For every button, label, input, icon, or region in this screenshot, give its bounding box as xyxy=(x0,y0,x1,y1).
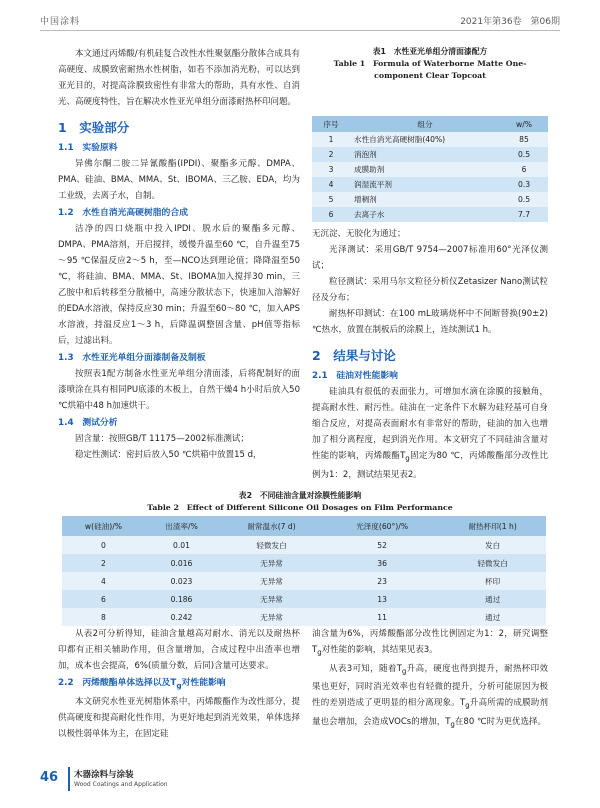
header-divider xyxy=(40,30,560,31)
solid-content-line: 固含量：按照GB/T 11175—2002标准测试； xyxy=(75,434,249,444)
table-cell: 0.023 xyxy=(145,572,218,590)
table-cell: 增稠剂 xyxy=(350,192,500,207)
table-cell: 3 xyxy=(312,162,350,177)
materials-paragraph: 异佛尔酮二胺二异氰酸酯(IPDI)、聚酯多元醇、DMPA、PMA、硅油、BMA、MMA、St、IBOMA、三乙胺、EDA，均为工业级，去离子水，自制。 xyxy=(58,159,300,201)
table-2-title-en: Table 2 Effect of Different Silicone Oil Dosages on Film Performance xyxy=(147,503,453,512)
table-cell: 0.186 xyxy=(145,590,218,608)
table-cell: 5 xyxy=(312,192,350,207)
table-cell: 0.242 xyxy=(145,608,218,626)
page-number: 46 xyxy=(40,770,59,785)
intro-paragraph: 本文通过丙烯酸/有机硅复合改性水性聚氨酯分散体合成具有高硬度、成膜致密耐热水性树脂，如若不添加消光粉，可以达到亚光目的，对提高涂膜致密性有非常大的帮助，具有水性、自消光、高硬度特性，旨在解决水性亚光单组分面漆耐热杯印问题。 xyxy=(58,49,300,107)
section-2-2-heading: 2.2 丙烯酸酯单体选择以及$T_g$对性能影响 xyxy=(58,678,226,690)
table-row xyxy=(312,162,548,177)
table-cell: 无异常 xyxy=(218,590,325,608)
section-1-2-heading: 1.2 水性自消光高硬树脂的合成 xyxy=(58,208,188,218)
heat-cup-test-line: 耐热杯印测试：在100 mL玻璃烧杯中不间断替换(90±2) ℃热水，放置在制板后的涂膜上，连续测试1 h。 xyxy=(312,309,548,335)
table-cell: 2 xyxy=(312,147,350,162)
synthesis-paragraph: 洁净的四口烧瓶中投入IPDI、脱水后的聚酯多元醇、DMPA、PMA溶剂，开启搅拌，缓慢升温至60 ℃，自升温至75～95 ℃保温反应2～5 h，至—NCO达到理论值；降降温至50 ℃，将硅油、BMA、MMA、St、IBOMA加入搅拌30 min，三乙胺中和后转移至分散桶中，高速分散状态下，快速加入溶解好的EDA水溶液，保持反应30 min；升温至60～80 ℃，加入APS水溶液，持温反应1～3 h，后降温调整固含量、pH值等指标后，过滤出料。 xyxy=(58,224,300,346)
section-1-heading: 1 实验部分 xyxy=(58,120,130,135)
table-1-header: 序号 xyxy=(312,116,350,132)
table-2-caption xyxy=(40,490,560,514)
table-cell: 0.5 xyxy=(500,192,548,207)
table-cell: 0 xyxy=(62,536,145,554)
footer-divider xyxy=(68,767,70,791)
right-column xyxy=(312,226,548,483)
table-cell: 通过 xyxy=(439,608,546,626)
table-2-analysis: 从表2可分析得知，硅油含量越高对耐水、消光以及耐热杯印都有正相关辅助作用，但含量增加，合成过程中出渣率也增加，成本也会提高，6%(质量分数，后同)含量可达要求。 xyxy=(58,629,300,671)
particle-size-line: 粒径测试：采用马尔文粒径分析仪Zetasizer Nano测试粒径及分布； xyxy=(312,277,548,303)
left-column xyxy=(58,46,300,463)
bottom-left-column xyxy=(58,626,300,742)
table-cell: 轻微发白 xyxy=(439,554,546,572)
table-cell: 0.5 xyxy=(500,147,548,162)
table-row xyxy=(62,608,546,626)
table-2-header: 出渣率/% xyxy=(145,516,218,536)
table-1-title-zh: 表1 水性亚光单组分清面漆配方 xyxy=(372,47,488,56)
tg-continuation: 油含量为6%，丙烯酸酯部分改性比例固定为1：2，研究调整$T_g$对性能的影响，其结果见表3。 xyxy=(312,629,548,657)
issue-info: 2021年第36卷 第06期 xyxy=(460,17,560,27)
table-2-header: 光泽度(60°)/% xyxy=(325,516,439,536)
table-cell: 6 xyxy=(312,207,350,222)
table-cell: 13 xyxy=(325,590,439,608)
table-cell: 水性自消光高硬树脂(40%) xyxy=(350,132,500,147)
table-cell: 8 xyxy=(62,608,145,626)
bottom-right-column xyxy=(312,626,548,733)
section-1-4-heading: 1.4 测试分析 xyxy=(58,418,118,428)
table-cell: 轻微发白 xyxy=(218,536,325,554)
table-1-title-en: Table 1 Formula of Waterborne Matte One-component Clear Topcoat xyxy=(333,59,527,80)
table-cell: 6 xyxy=(500,162,548,177)
stability-line: 稳定性测试：密封后放入50 ℃烘箱中放置15 d， xyxy=(75,450,262,460)
table-cell: 无异常 xyxy=(218,554,325,572)
table-row xyxy=(312,192,548,207)
table-1-caption xyxy=(312,46,548,82)
table-cell: 2 xyxy=(62,554,145,572)
table-cell: 0.01 xyxy=(145,536,218,554)
table-cell: 发白 xyxy=(439,536,546,554)
table-cell: 52 xyxy=(325,536,439,554)
table-cell: 4 xyxy=(312,177,350,192)
acrylate-paragraph: 本文研究水性亚光树脂体系中，丙烯酸酯作为改性部分，提供高硬度和提高耐化性作用，为更好地起到消光效果，单体选择以极性弱单体为主，在固定硅 xyxy=(58,696,300,739)
table-row xyxy=(62,554,546,572)
table-2-header: 耐热杯印(1 h) xyxy=(439,516,546,536)
table-row xyxy=(62,590,546,608)
table-cell: 6 xyxy=(62,590,145,608)
footer-journal-zh: 木器涂料与涂装 xyxy=(74,770,134,780)
table-cell: 0.3 xyxy=(500,177,548,192)
table-row xyxy=(312,132,548,147)
stability-criteria: 无沉淀、无胶化为通过； xyxy=(312,229,406,239)
table-cell: 成膜助剂 xyxy=(350,162,500,177)
section-2-1-heading: 2.1 硅油对性能影响 xyxy=(312,371,398,381)
footer-journal-en: Wood Coatings and Application xyxy=(74,781,168,788)
table-2-title-zh: 表2 不同硅油含量对涂膜性能影响 xyxy=(238,491,362,500)
table-cell: 23 xyxy=(325,572,439,590)
table-cell: 7.7 xyxy=(500,207,548,222)
table-3-analysis: 从表3可知，随着$T_g$升高，硬度也得到提升，耐热杯印效果也更好，同时消光效率也有轻微的提升，分析可能原因为极性的差别造成了更明显的相分离现象。$T_g$升高所需的成膜助剂量也会增加，会造成VOCs的增加，$T_g$在80 ℃时为更优选择。 xyxy=(312,663,548,729)
table-2-header: w(硅油)/% xyxy=(62,516,145,536)
table-cell: 36 xyxy=(325,554,439,572)
table-cell: 杯印 xyxy=(439,572,546,590)
table-cell: 无异常 xyxy=(218,572,325,590)
table-cell: 无异常 xyxy=(218,608,325,626)
table-1-header: w/% xyxy=(500,116,548,132)
table-cell: 11 xyxy=(325,608,439,626)
table-cell: 润湿流平剂 xyxy=(350,177,500,192)
preparation-paragraph: 按照表1配方制备水性亚光单组分清面漆，后将配制好的面漆喷涂在具有相同PU底漆的木板上，自然干燥4 h小时后放入50 ℃烘箱中48 h加速烘干。 xyxy=(58,369,300,411)
section-2-heading: 2 结果与讨论 xyxy=(312,348,396,363)
gloss-test-line: 光泽测试：采用GB/T 9754—2007标准用60°光泽仪测试； xyxy=(312,245,548,271)
section-1-3-heading: 1.3 水性亚光单组分面漆制备及制板 xyxy=(58,353,206,363)
table-cell: 消泡剂 xyxy=(350,147,500,162)
table-cell: 通过 xyxy=(439,590,546,608)
section-1-1-heading: 1.1 实验原料 xyxy=(58,143,118,153)
table-cell: 1 xyxy=(312,132,350,147)
table-2-header: 耐常温水(7 d) xyxy=(218,516,325,536)
table-row xyxy=(312,207,548,222)
silicone-paragraph: 硅油具有很低的表面张力，可增加水滴在涂膜的接触角，提高耐水性、耐污性。硅油在一定条件下水解为硅羟基可自身缩合反应，对提高表面耐水有非常好的帮助，硅油的加入也增加了相分离程度，起到消光作用。本文研究了不同硅油含量对性能的影响，丙烯酸酯$T_g$固定为80 ℃，丙烯酸酯部分改性比例为1：2，测试结果见表2。 xyxy=(312,387,548,480)
table-2 xyxy=(62,516,546,626)
table-cell: 0.016 xyxy=(145,554,218,572)
table-1-header: 组分 xyxy=(350,116,500,132)
table-1 xyxy=(312,116,548,222)
journal-name: 中国涂料 xyxy=(40,17,81,27)
table-cell: 85 xyxy=(500,132,548,147)
table-cell: 去离子水 xyxy=(350,207,500,222)
table-row xyxy=(62,536,546,554)
table-row xyxy=(312,177,548,192)
table-cell: 4 xyxy=(62,572,145,590)
table-row xyxy=(312,147,548,162)
table-row xyxy=(62,572,546,590)
